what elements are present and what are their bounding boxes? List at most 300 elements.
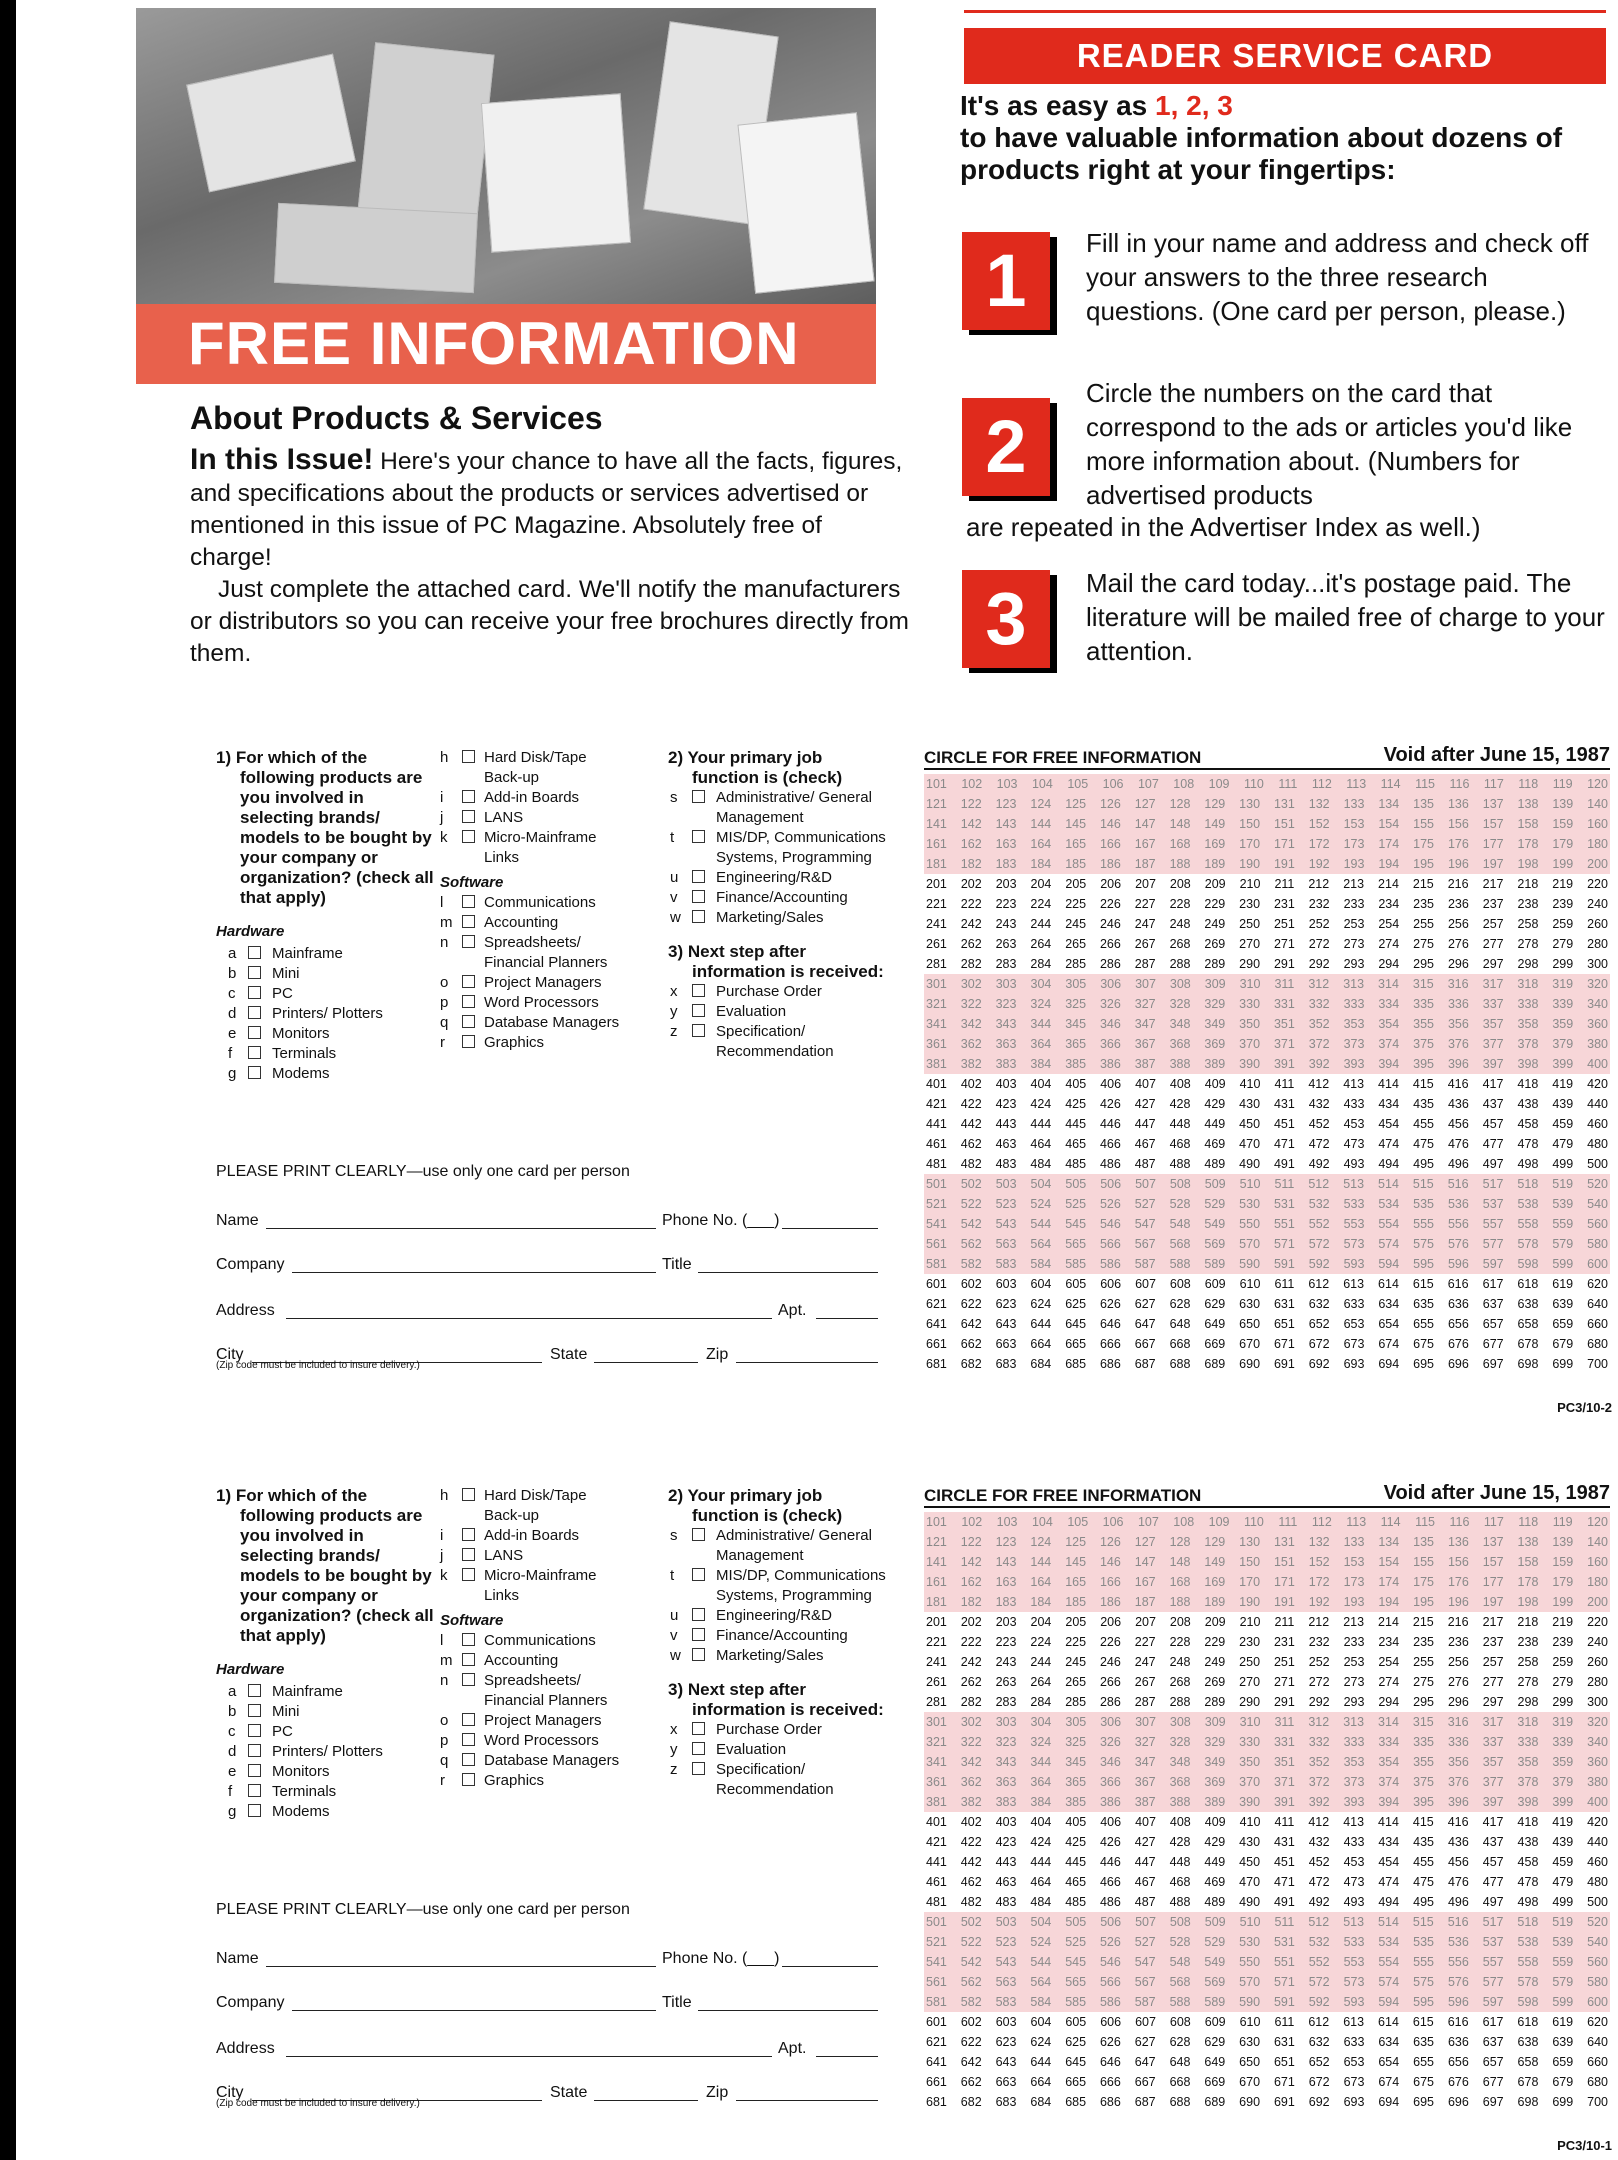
circle-number[interactable]: 257 (1482, 1655, 1504, 1669)
circle-number[interactable]: 562 (960, 1237, 982, 1251)
circle-number[interactable]: 405 (1065, 1077, 1087, 1091)
circle-number[interactable]: 340 (1587, 1735, 1608, 1749)
circle-number[interactable]: 540 (1587, 1197, 1608, 1211)
circle-number[interactable]: 129 (1204, 797, 1226, 811)
circle-number[interactable]: 596 (1447, 1995, 1469, 2009)
circle-number[interactable]: 155 (1413, 1555, 1435, 1569)
circle-number[interactable]: 180 (1587, 837, 1608, 851)
circle-number[interactable]: 349 (1204, 1755, 1226, 1769)
circle-number[interactable]: 140 (1587, 797, 1608, 811)
option-o[interactable] (440, 973, 620, 993)
circle-number[interactable]: 289 (1204, 957, 1226, 971)
circle-number[interactable]: 246 (1099, 917, 1121, 931)
circle-number[interactable]: 482 (960, 1895, 982, 1909)
circle-number[interactable]: 491 (1273, 1157, 1295, 1171)
circle-number[interactable]: 203 (995, 877, 1017, 891)
circle-number[interactable]: 530 (1239, 1935, 1261, 1949)
circle-number[interactable]: 113 (1346, 777, 1367, 791)
circle-number[interactable]: 314 (1378, 1715, 1399, 1729)
circle-number[interactable]: 534 (1378, 1935, 1400, 1949)
circle-number[interactable]: 684 (1030, 2095, 1052, 2109)
circle-number[interactable]: 302 (960, 1715, 982, 1729)
circle-number[interactable]: 126 (1099, 1535, 1121, 1549)
circle-number[interactable]: 173 (1343, 1575, 1365, 1589)
circle-number[interactable]: 366 (1099, 1037, 1121, 1051)
circle-number[interactable]: 490 (1239, 1895, 1261, 1909)
circle-number[interactable]: 306 (1100, 977, 1122, 991)
circle-number[interactable]: 239 (1552, 1635, 1574, 1649)
circle-number[interactable]: 426 (1099, 1835, 1121, 1849)
circle-number[interactable]: 252 (1308, 1655, 1330, 1669)
checkbox[interactable] (462, 915, 475, 928)
circle-number[interactable]: 496 (1447, 1895, 1469, 1909)
option-v[interactable] (668, 1626, 888, 1646)
circle-number[interactable]: 232 (1308, 1635, 1330, 1649)
circle-number[interactable]: 144 (1030, 1555, 1052, 1569)
circle-number[interactable]: 542 (960, 1955, 982, 1969)
circle-number[interactable]: 632 (1308, 1297, 1330, 1311)
circle-number[interactable]: 478 (1517, 1137, 1539, 1151)
circle-number[interactable]: 417 (1482, 1815, 1504, 1829)
state-field[interactable] (594, 1362, 698, 1363)
checkbox[interactable] (692, 890, 705, 903)
circle-number[interactable]: 612 (1308, 2015, 1330, 2029)
circle-number[interactable]: 700 (1587, 1357, 1608, 1371)
circle-number[interactable]: 391 (1273, 1057, 1295, 1071)
circle-number[interactable]: 198 (1517, 1595, 1539, 1609)
circle-number[interactable]: 283 (995, 1695, 1017, 1709)
circle-number[interactable]: 342 (960, 1017, 982, 1031)
circle-number[interactable]: 654 (1378, 2055, 1400, 2069)
circle-number[interactable]: 670 (1239, 2075, 1261, 2089)
circle-number[interactable]: 357 (1482, 1755, 1504, 1769)
circle-number[interactable]: 174 (1378, 837, 1400, 851)
circle-number[interactable]: 564 (1030, 1975, 1052, 1989)
circle-number[interactable]: 124 (1030, 1535, 1052, 1549)
circle-number[interactable]: 484 (1030, 1895, 1052, 1909)
circle-number[interactable]: 288 (1169, 1695, 1191, 1709)
circle-number[interactable]: 146 (1099, 817, 1121, 831)
circle-number[interactable]: 649 (1204, 1317, 1226, 1331)
circle-number[interactable]: 190 (1239, 1595, 1261, 1609)
circle-number[interactable]: 119 (1552, 1515, 1573, 1529)
circle-number[interactable]: 279 (1552, 1675, 1574, 1689)
circle-number[interactable]: 177 (1482, 837, 1504, 851)
circle-number[interactable]: 397 (1482, 1795, 1504, 1809)
circle-number[interactable]: 690 (1239, 2095, 1261, 2109)
circle-number[interactable]: 681 (926, 1357, 947, 1371)
circle-number[interactable]: 149 (1204, 817, 1226, 831)
circle-number[interactable]: 219 (1552, 877, 1574, 891)
option-j[interactable] (440, 808, 620, 828)
circle-number[interactable]: 676 (1447, 1337, 1469, 1351)
circle-number[interactable]: 430 (1239, 1097, 1261, 1111)
circle-number[interactable]: 192 (1308, 857, 1330, 871)
circle-number[interactable]: 540 (1587, 1935, 1608, 1949)
circle-number[interactable]: 435 (1413, 1835, 1435, 1849)
circle-number[interactable]: 227 (1134, 1635, 1156, 1649)
circle-number[interactable]: 134 (1378, 797, 1400, 811)
phone-field[interactable] (782, 1966, 878, 1967)
circle-number[interactable]: 402 (960, 1815, 982, 1829)
circle-number[interactable]: 384 (1030, 1795, 1052, 1809)
circle-number[interactable]: 107 (1137, 777, 1159, 791)
circle-number[interactable]: 379 (1552, 1037, 1574, 1051)
circle-number[interactable]: 608 (1169, 1277, 1191, 1291)
circle-number[interactable]: 109 (1208, 777, 1230, 791)
circle-number[interactable]: 491 (1273, 1895, 1295, 1909)
circle-number[interactable]: 345 (1065, 1755, 1087, 1769)
circle-number[interactable]: 487 (1134, 1157, 1156, 1171)
circle-number[interactable]: 231 (1273, 1635, 1295, 1649)
circle-number[interactable]: 454 (1378, 1855, 1400, 1869)
circle-number[interactable]: 335 (1413, 997, 1435, 1011)
circle-number[interactable]: 257 (1482, 917, 1504, 931)
circle-number[interactable]: 641 (926, 2055, 947, 2069)
circle-number[interactable]: 278 (1517, 937, 1539, 951)
circle-number[interactable]: 117 (1483, 1515, 1504, 1529)
checkbox[interactable] (462, 1673, 475, 1686)
circle-number[interactable]: 434 (1378, 1835, 1400, 1849)
circle-number[interactable]: 377 (1482, 1037, 1504, 1051)
option-w[interactable] (668, 1646, 888, 1666)
circle-number[interactable]: 347 (1134, 1017, 1156, 1031)
circle-number[interactable]: 262 (960, 937, 982, 951)
circle-number[interactable]: 605 (1065, 1277, 1087, 1291)
checkbox[interactable] (692, 1648, 705, 1661)
circle-number[interactable]: 304 (1030, 1715, 1052, 1729)
circle-number[interactable]: 236 (1447, 897, 1469, 911)
circle-number[interactable]: 242 (960, 917, 982, 931)
circle-number[interactable]: 457 (1482, 1855, 1504, 1869)
circle-number[interactable]: 132 (1308, 797, 1330, 811)
circle-number[interactable]: 526 (1099, 1935, 1121, 1949)
circle-number[interactable]: 328 (1169, 1735, 1191, 1749)
circle-number[interactable]: 659 (1552, 2055, 1574, 2069)
circle-number[interactable]: 542 (960, 1217, 982, 1231)
circle-number[interactable]: 105 (1067, 1515, 1089, 1529)
circle-number[interactable]: 507 (1135, 1177, 1156, 1191)
circle-number[interactable]: 553 (1343, 1955, 1365, 1969)
circle-number[interactable]: 437 (1482, 1097, 1504, 1111)
circle-number[interactable]: 657 (1482, 2055, 1504, 2069)
circle-number[interactable]: 344 (1030, 1755, 1052, 1769)
circle-number[interactable]: 302 (960, 977, 982, 991)
checkbox[interactable] (692, 1628, 705, 1641)
circle-number[interactable]: 520 (1587, 1915, 1608, 1929)
circle-number[interactable]: 597 (1482, 1257, 1504, 1271)
circle-number[interactable]: 207 (1135, 1615, 1156, 1629)
circle-number[interactable]: 545 (1065, 1217, 1087, 1231)
circle-number[interactable]: 169 (1204, 1575, 1226, 1589)
circle-number[interactable]: 285 (1065, 1695, 1087, 1709)
circle-number[interactable]: 689 (1204, 2095, 1226, 2109)
circle-number[interactable]: 150 (1239, 1555, 1261, 1569)
circle-number[interactable]: 698 (1517, 1357, 1539, 1371)
circle-number[interactable]: 435 (1413, 1097, 1435, 1111)
circle-number[interactable]: 235 (1413, 1635, 1435, 1649)
circle-number[interactable]: 153 (1343, 817, 1365, 831)
circle-number[interactable]: 568 (1169, 1237, 1191, 1251)
circle-number[interactable]: 684 (1030, 1357, 1052, 1371)
circle-number[interactable]: 619 (1552, 2015, 1574, 2029)
circle-number[interactable]: 529 (1204, 1935, 1226, 1949)
circle-number[interactable]: 337 (1482, 997, 1504, 1011)
circle-number[interactable]: 123 (995, 1535, 1017, 1549)
circle-number[interactable]: 322 (960, 1735, 982, 1749)
circle-number[interactable]: 557 (1482, 1217, 1504, 1231)
circle-number[interactable]: 674 (1378, 1337, 1400, 1351)
circle-number[interactable]: 447 (1134, 1117, 1156, 1131)
circle-number[interactable]: 232 (1308, 897, 1330, 911)
circle-number[interactable]: 219 (1552, 1615, 1574, 1629)
circle-number[interactable]: 677 (1482, 1337, 1504, 1351)
circle-number[interactable]: 543 (995, 1955, 1017, 1969)
circle-number[interactable]: 141 (926, 1555, 947, 1569)
circle-number[interactable]: 647 (1134, 1317, 1156, 1331)
circle-number[interactable]: 163 (995, 1575, 1017, 1589)
circle-number[interactable]: 259 (1552, 1655, 1574, 1669)
circle-number[interactable]: 612 (1308, 1277, 1330, 1291)
circle-number[interactable]: 110 (1243, 777, 1264, 791)
circle-number[interactable]: 671 (1273, 2075, 1295, 2089)
circle-number[interactable]: 183 (995, 857, 1017, 871)
circle-number[interactable]: 665 (1065, 1337, 1087, 1351)
circle-number[interactable]: 489 (1204, 1895, 1226, 1909)
circle-number[interactable]: 415 (1412, 1077, 1434, 1091)
circle-number[interactable]: 602 (960, 2015, 982, 2029)
circle-number[interactable]: 300 (1587, 957, 1608, 971)
checkbox[interactable] (462, 1015, 475, 1028)
circle-number[interactable]: 620 (1587, 1277, 1608, 1291)
checkbox[interactable] (462, 1035, 475, 1048)
circle-number[interactable]: 228 (1169, 1635, 1191, 1649)
circle-number[interactable]: 678 (1517, 2075, 1539, 2089)
circle-number[interactable]: 446 (1099, 1117, 1121, 1131)
circle-number[interactable]: 683 (995, 2095, 1017, 2109)
circle-number[interactable]: 514 (1378, 1177, 1399, 1191)
circle-number[interactable]: 618 (1517, 2015, 1539, 2029)
circle-number[interactable]: 653 (1343, 1317, 1365, 1331)
circle-number[interactable]: 553 (1343, 1217, 1365, 1231)
option-z[interactable] (668, 1760, 888, 1800)
circle-number[interactable]: 238 (1517, 897, 1539, 911)
circle-number[interactable]: 376 (1447, 1775, 1469, 1789)
circle-number[interactable]: 130 (1239, 1535, 1261, 1549)
circle-number[interactable]: 596 (1447, 1257, 1469, 1271)
circle-number[interactable]: 513 (1343, 1915, 1365, 1929)
circle-number[interactable]: 693 (1343, 1357, 1365, 1371)
circle-number[interactable]: 172 (1308, 837, 1330, 851)
circle-number[interactable]: 598 (1517, 1995, 1539, 2009)
circle-number[interactable]: 367 (1134, 1775, 1156, 1789)
option-c[interactable] (216, 1722, 436, 1742)
checkbox[interactable] (692, 1742, 705, 1755)
circle-number[interactable]: 618 (1517, 1277, 1539, 1291)
checkbox[interactable] (462, 1528, 475, 1541)
circle-number[interactable]: 286 (1099, 1695, 1121, 1709)
circle-number[interactable]: 280 (1587, 1675, 1608, 1689)
circle-number[interactable]: 642 (960, 2055, 982, 2069)
circle-number[interactable]: 471 (1273, 1137, 1295, 1151)
circle-number[interactable]: 528 (1169, 1197, 1191, 1211)
circle-number[interactable]: 614 (1378, 1277, 1399, 1291)
circle-number[interactable]: 546 (1099, 1217, 1121, 1231)
circle-number[interactable]: 439 (1552, 1097, 1574, 1111)
circle-number[interactable]: 325 (1065, 1735, 1087, 1749)
circle-number[interactable]: 163 (995, 837, 1017, 851)
circle-number[interactable]: 650 (1239, 1317, 1261, 1331)
circle-number[interactable]: 569 (1204, 1975, 1226, 1989)
circle-number[interactable]: 256 (1447, 1655, 1469, 1669)
circle-number[interactable]: 255 (1413, 1655, 1435, 1669)
circle-number[interactable]: 243 (995, 1655, 1017, 1669)
circle-number[interactable]: 449 (1204, 1117, 1226, 1131)
circle-number[interactable]: 276 (1447, 1675, 1469, 1689)
circle-number[interactable]: 601 (926, 2015, 947, 2029)
checkbox[interactable] (462, 1568, 475, 1581)
circle-number[interactable]: 345 (1065, 1017, 1087, 1031)
circle-number[interactable]: 285 (1065, 957, 1087, 971)
circle-number[interactable]: 237 (1482, 1635, 1504, 1649)
circle-number[interactable]: 381 (926, 1057, 947, 1071)
circle-number[interactable]: 566 (1099, 1237, 1121, 1251)
circle-number[interactable]: 559 (1552, 1217, 1574, 1231)
circle-number[interactable]: 647 (1134, 2055, 1156, 2069)
circle-number[interactable]: 153 (1343, 1555, 1365, 1569)
circle-number[interactable]: 468 (1169, 1875, 1191, 1889)
circle-number[interactable]: 469 (1204, 1137, 1226, 1151)
circle-number[interactable]: 184 (1030, 857, 1052, 871)
circle-number[interactable]: 362 (960, 1775, 982, 1789)
circle-number[interactable]: 199 (1552, 1595, 1574, 1609)
circle-number[interactable]: 106 (1102, 1515, 1124, 1529)
circle-number[interactable]: 123 (995, 797, 1017, 811)
circle-number[interactable]: 312 (1308, 977, 1330, 991)
circle-number[interactable]: 587 (1134, 1257, 1156, 1271)
circle-number[interactable]: 577 (1482, 1237, 1504, 1251)
circle-number[interactable]: 631 (1273, 1297, 1295, 1311)
circle-number[interactable]: 522 (960, 1197, 982, 1211)
circle-number[interactable]: 270 (1239, 1675, 1261, 1689)
circle-number[interactable]: 588 (1169, 1257, 1191, 1271)
checkbox[interactable] (248, 1026, 261, 1039)
circle-number[interactable]: 581 (926, 1257, 947, 1271)
circle-number[interactable]: 519 (1552, 1177, 1574, 1191)
circle-number[interactable]: 248 (1169, 917, 1191, 931)
circle-number[interactable]: 547 (1134, 1955, 1156, 1969)
circle-number[interactable]: 158 (1517, 1555, 1539, 1569)
circle-number[interactable]: 247 (1134, 917, 1156, 931)
circle-number[interactable]: 639 (1552, 1297, 1574, 1311)
circle-number[interactable]: 159 (1552, 1555, 1574, 1569)
circle-number[interactable]: 451 (1273, 1117, 1295, 1131)
circle-number[interactable]: 441 (926, 1855, 947, 1869)
checkbox[interactable] (248, 946, 261, 959)
circle-number[interactable]: 325 (1065, 997, 1087, 1011)
checkbox[interactable] (462, 935, 475, 948)
circle-number[interactable]: 499 (1552, 1157, 1574, 1171)
circle-number[interactable]: 113 (1346, 1515, 1367, 1529)
checkbox[interactable] (462, 790, 475, 803)
circle-number[interactable]: 606 (1100, 1277, 1122, 1291)
circle-number[interactable]: 639 (1552, 2035, 1574, 2049)
circle-number[interactable]: 418 (1517, 1815, 1539, 1829)
circle-number[interactable]: 652 (1308, 1317, 1330, 1331)
circle-number[interactable]: 204 (1030, 1615, 1052, 1629)
circle-number[interactable]: 149 (1204, 1555, 1226, 1569)
checkbox[interactable] (692, 984, 705, 997)
circle-number[interactable]: 665 (1065, 2075, 1087, 2089)
circle-number[interactable]: 152 (1308, 817, 1330, 831)
circle-number[interactable]: 664 (1030, 2075, 1052, 2089)
circle-number[interactable]: 195 (1413, 1595, 1435, 1609)
circle-number[interactable]: 421 (926, 1835, 947, 1849)
circle-number[interactable]: 425 (1065, 1097, 1087, 1111)
circle-number[interactable]: 371 (1273, 1775, 1295, 1789)
circle-number[interactable]: 307 (1135, 977, 1156, 991)
circle-number[interactable]: 507 (1135, 1915, 1156, 1929)
circle-number[interactable]: 188 (1169, 857, 1191, 871)
circle-number[interactable]: 381 (926, 1795, 947, 1809)
circle-number[interactable]: 503 (995, 1915, 1017, 1929)
circle-number[interactable]: 351 (1273, 1755, 1295, 1769)
circle-number[interactable]: 393 (1343, 1057, 1365, 1071)
circle-number[interactable]: 193 (1343, 1595, 1365, 1609)
circle-number[interactable]: 165 (1065, 1575, 1087, 1589)
circle-number[interactable]: 682 (960, 2095, 982, 2109)
circle-number[interactable]: 450 (1239, 1117, 1261, 1131)
circle-number[interactable]: 305 (1065, 977, 1087, 991)
circle-number[interactable]: 409 (1204, 1077, 1226, 1091)
circle-number[interactable]: 385 (1065, 1795, 1087, 1809)
circle-number[interactable]: 189 (1204, 857, 1226, 871)
circle-number[interactable]: 688 (1169, 1357, 1191, 1371)
circle-number[interactable]: 473 (1343, 1137, 1365, 1151)
circle-number[interactable]: 504 (1030, 1915, 1052, 1929)
circle-number[interactable]: 106 (1102, 777, 1124, 791)
circle-number[interactable]: 497 (1482, 1157, 1504, 1171)
checkbox[interactable] (692, 870, 705, 883)
circle-number[interactable]: 365 (1065, 1775, 1087, 1789)
circle-number[interactable]: 563 (995, 1237, 1017, 1251)
circle-number[interactable]: 572 (1308, 1237, 1330, 1251)
circle-number[interactable]: 402 (960, 1077, 982, 1091)
circle-number[interactable]: 580 (1587, 1975, 1608, 1989)
circle-number[interactable]: 433 (1343, 1835, 1365, 1849)
circle-number[interactable]: 683 (995, 1357, 1017, 1371)
circle-number[interactable]: 477 (1482, 1875, 1504, 1889)
circle-number[interactable]: 685 (1065, 2095, 1087, 2109)
circle-number[interactable]: 533 (1343, 1935, 1365, 1949)
circle-number[interactable]: 330 (1239, 997, 1261, 1011)
circle-number[interactable]: 625 (1065, 2035, 1087, 2049)
circle-number[interactable]: 481 (926, 1895, 947, 1909)
circle-number[interactable]: 168 (1169, 837, 1191, 851)
circle-number[interactable]: 509 (1204, 1915, 1226, 1929)
checkbox[interactable] (248, 1006, 261, 1019)
circle-number[interactable]: 261 (926, 937, 947, 951)
circle-number[interactable]: 470 (1239, 1875, 1261, 1889)
circle-number[interactable]: 389 (1204, 1795, 1226, 1809)
checkbox[interactable] (462, 1713, 475, 1726)
option-b[interactable] (216, 1702, 436, 1722)
circle-number[interactable]: 390 (1239, 1795, 1261, 1809)
circle-number[interactable]: 462 (960, 1137, 982, 1151)
circle-number[interactable]: 575 (1413, 1975, 1435, 1989)
option-s[interactable] (668, 788, 888, 828)
circle-number[interactable]: 111 (1278, 777, 1298, 791)
